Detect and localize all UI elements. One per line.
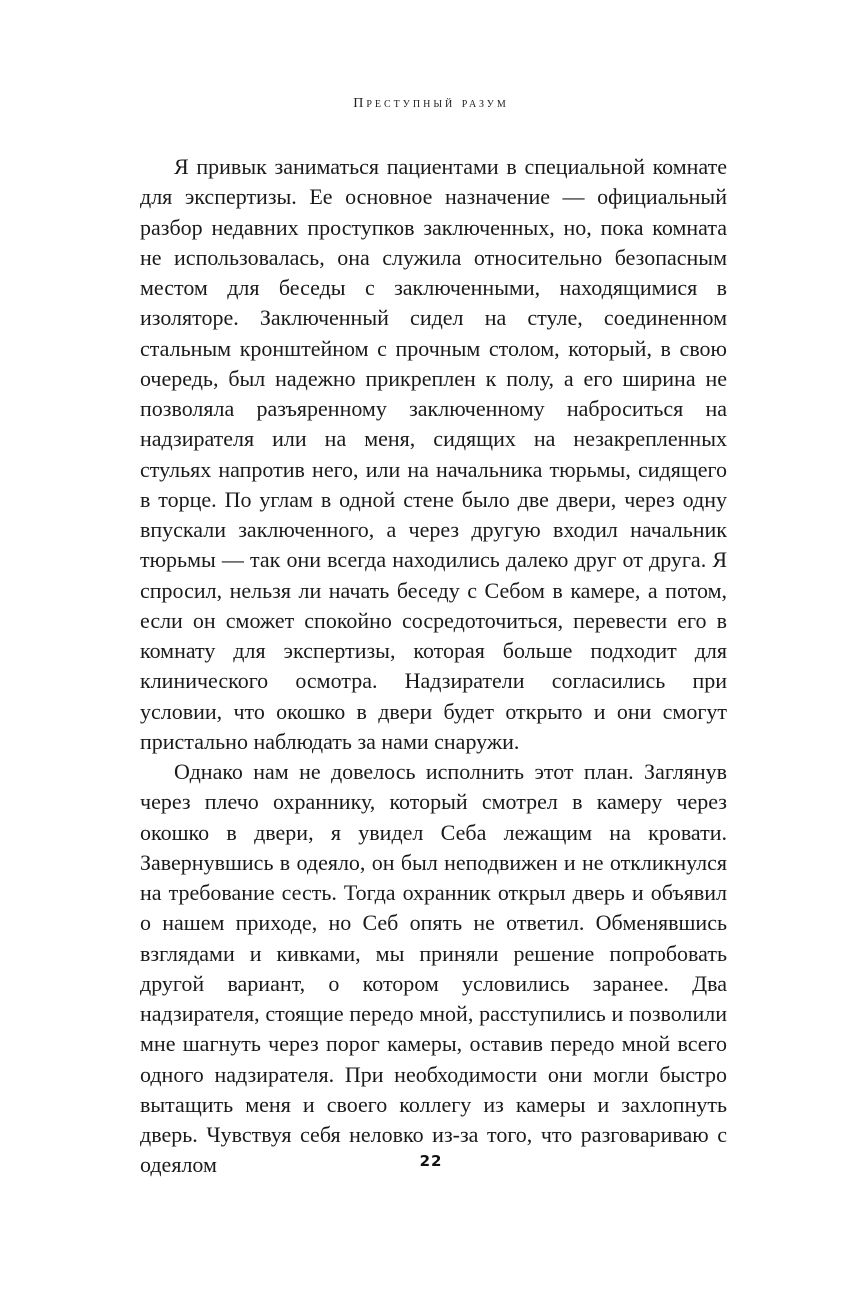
paragraph-2: Однако нам не довелось исполнить этот план. Заглянув через плечо охраннику, который смотрел в камеру через окошко в двери, я увидел Себа лежащим на кровати. Завернувшись в одеяло, он был неподвижен и не откликнулся на требование сесть. Тогда охранник открыл дверь и объявил о нашем приходе, но Себ опять не ответил. Обменявшись взглядами и кивками, мы приняли решение попробовать другой вариант, о котором условились заранее. Два надзирателя, стоящие передо мной, расступились и позволили мне шагнуть через порог камеры, оставив передо мной всего одного надзирателя. При необходимости они могли быстро вытащить меня и своего коллегу из камеры и захлопнуть дверь. Чувствуя себя неловко из-за того, что разговариваю с одеялом — [140, 759, 727, 1178]
paragraph-1: Я привык заниматься пациентами в специальной комнате для экспертизы. Ее основное назначение — официальный разбор недавних проступков заключенных, но, пока комната не использовалась, она служила относительно безопасным местом для беседы с заключенными, находящимися в изоляторе. Заключенный сидел на стуле, соединенном стальным кронштейном с прочным столом, который, в свою очередь, был надежно прикреплен к полу, а его ширина не позволяла разъяренному заключенному наброситься на надзирателя или на меня, сидящих на незакрепленных стульях напротив него, или на начальника тюрьмы, сидящего в торце. По углам в одной стене было две двери, через одну впускали заключенного, а через другую входил начальник тюрьмы — так они всегда находились далеко друг от друга. Я спросил, нельзя ли начать беседу с Себом в камере, а потом, если он сможет спокойно сосредоточиться, перевести его в комнату для экспертизы, которая больше подходит для клинического осмотра. Надзиратели согласились при условии, что окошко в двери будет открыто и они смогут пристально наблюдать за нами снаружи. — [140, 154, 727, 754]
page-number: 22 — [419, 1152, 443, 1170]
body-text — [140, 152, 727, 1181]
running-head-title: Преступный разум — [353, 96, 509, 111]
